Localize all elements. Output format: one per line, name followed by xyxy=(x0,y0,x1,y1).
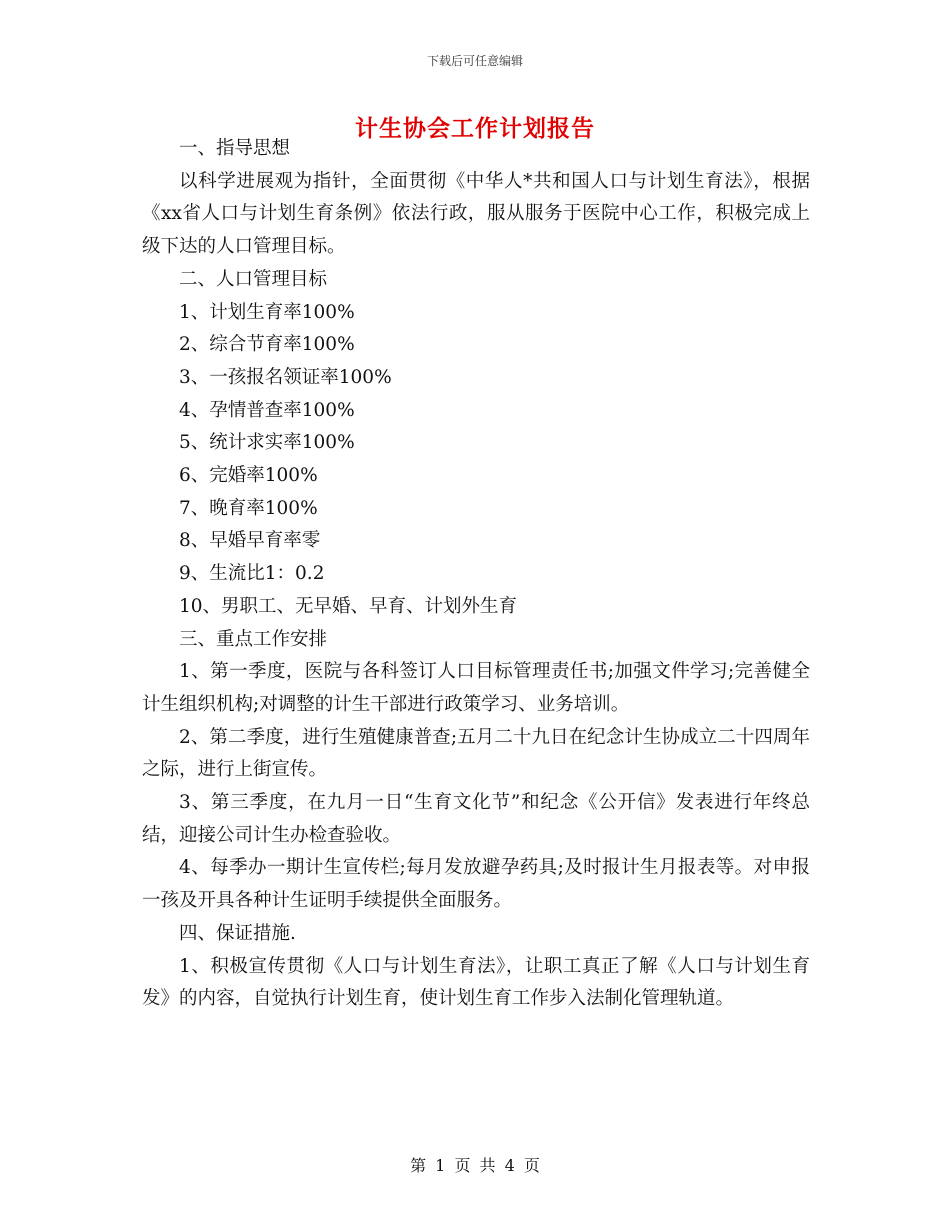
paragraph: 4、孕情普查率100% xyxy=(179,399,355,421)
document-body xyxy=(142,133,810,1016)
paragraph: 1、第一季度，医院与各科签订人口目标管理责任书;加强文件学习;完善健全计生组织机构;对调整的计生干部进行政策学习、业务培训。 xyxy=(142,661,810,715)
header-note: 下载后可任意编辑 xyxy=(426,54,523,68)
paragraph: 3、第三季度，在九月一日“生育文化节”和纪念《公开信》发表进行年终总结，迎接公司计生办检查验收。 xyxy=(142,792,810,846)
paragraph: 二、人口管理目标 xyxy=(179,268,328,290)
paragraph: 1、积极宣传贯彻《人口与计划生育法》，让职工真正了解《人口与计划生育发》的内容，自觉执行计划生育，使计划生育工作步入法制化管理轨道。 xyxy=(142,955,810,1010)
paragraph: 10、男职工、无早婚、早育、计划外生育 xyxy=(179,595,518,617)
document-title: 计生协会工作计划报告 xyxy=(355,115,595,142)
paragraph: 8、早婚早育率零 xyxy=(179,530,321,552)
paragraph: 9、生流比1：0.2 xyxy=(179,563,325,585)
page-footer: 第 1 页 共 4 页 xyxy=(410,1156,540,1175)
paragraph: 2、综合节育率100% xyxy=(179,334,355,356)
paragraph: 以科学进展观为指针，全面贯彻《中华人*共和国人口与计划生育法》，根据《xx省人口与计划生育条例》依法行政，服从服务于医院中心工作，积极完成上级下达的人口管理目标。 xyxy=(142,170,810,258)
paragraph: 2、第二季度，进行生殖健康普查;五月二十九日在纪念计生协成立二十四周年之际，进行上街宣传。 xyxy=(142,726,810,781)
paragraph: 4、每季办一期计生宣传栏;每月发放避孕药具;及时报计生月报表等。对申报一孩及开具各种计生证明手续提供全面服务。 xyxy=(142,857,810,912)
paragraph: 5、统计求实率100% xyxy=(179,432,355,454)
paragraph: 6、完婚率100% xyxy=(179,465,318,487)
paragraph: 7、晚育率100% xyxy=(179,497,318,519)
paragraph: 1、计划生育率100% xyxy=(179,301,355,323)
paragraph: 一、指导思想 xyxy=(179,138,291,159)
paragraph: 3、一孩报名领证率100% xyxy=(179,366,392,388)
paragraph: 四、保证措施. xyxy=(179,922,296,944)
paragraph: 三、重点工作安排 xyxy=(179,628,328,650)
